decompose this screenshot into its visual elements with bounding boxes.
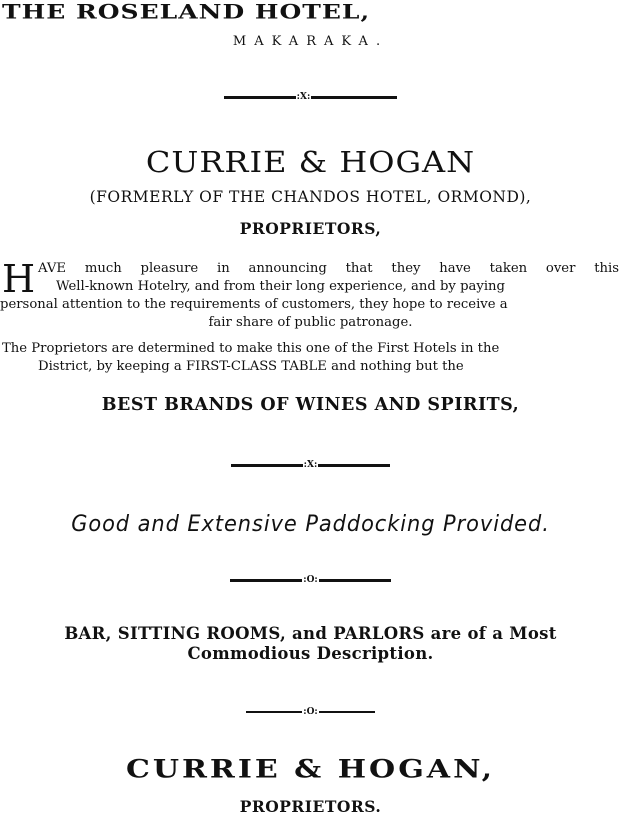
- wines-and-spirits-line: BEST BRANDS OF WINES AND SPIRITS,: [101, 395, 520, 415]
- proprietors-title: PROPRIETORS,: [239, 219, 382, 238]
- intent-line: District, by keeping a FIRST-CLASS TABLE and nothing but the: [38, 359, 464, 374]
- rooms-line: BAR, SITTING ROOMS, and PARLORS are of a Most: [64, 624, 557, 643]
- paddocking-line: Good and Extensive Paddocking Provided.: [71, 512, 550, 537]
- divider-mark: :X:: [303, 460, 318, 470]
- divider-mark: :O:: [303, 575, 318, 585]
- divider-mark: :X:: [296, 92, 311, 102]
- announcement-line: AVE much pleasure in announcing that they have taken over this: [38, 261, 619, 276]
- hotel-name-heading: THE ROSELAND HOTEL,: [2, 0, 371, 24]
- proprietors-names: CURRIE & HOGAN: [145, 144, 476, 180]
- drop-cap: H: [2, 257, 36, 301]
- announcement-line: personal attention to the requirements of customers, they hope to receive a: [0, 297, 508, 312]
- ornamental-divider: [0, 92, 621, 103]
- ornamental-divider: [0, 460, 621, 471]
- announcement-line: Well-known Hotelry, and from their long experience, and by paying: [56, 279, 505, 294]
- rooms-paragraph: [2, 624, 619, 664]
- ornamental-divider: [0, 707, 621, 718]
- rooms-line: Commodious Description.: [187, 644, 434, 663]
- intent-line: The Proprietors are determined to make this one of the First Hotels in the: [2, 341, 500, 356]
- closing-proprietors-title: PROPRIETORS.: [239, 797, 382, 816]
- ornamental-divider: [0, 575, 621, 586]
- closing-proprietors-names: CURRIE & HOGAN,: [125, 754, 496, 785]
- announcement-line: fair share of public patronage.: [208, 315, 413, 330]
- location-subheading: MAKARAKA.: [232, 34, 389, 49]
- divider-mark: :O:: [303, 707, 318, 717]
- formerly-note: (FORMERLY OF THE CHANDOS HOTEL, ORMOND),: [89, 188, 532, 206]
